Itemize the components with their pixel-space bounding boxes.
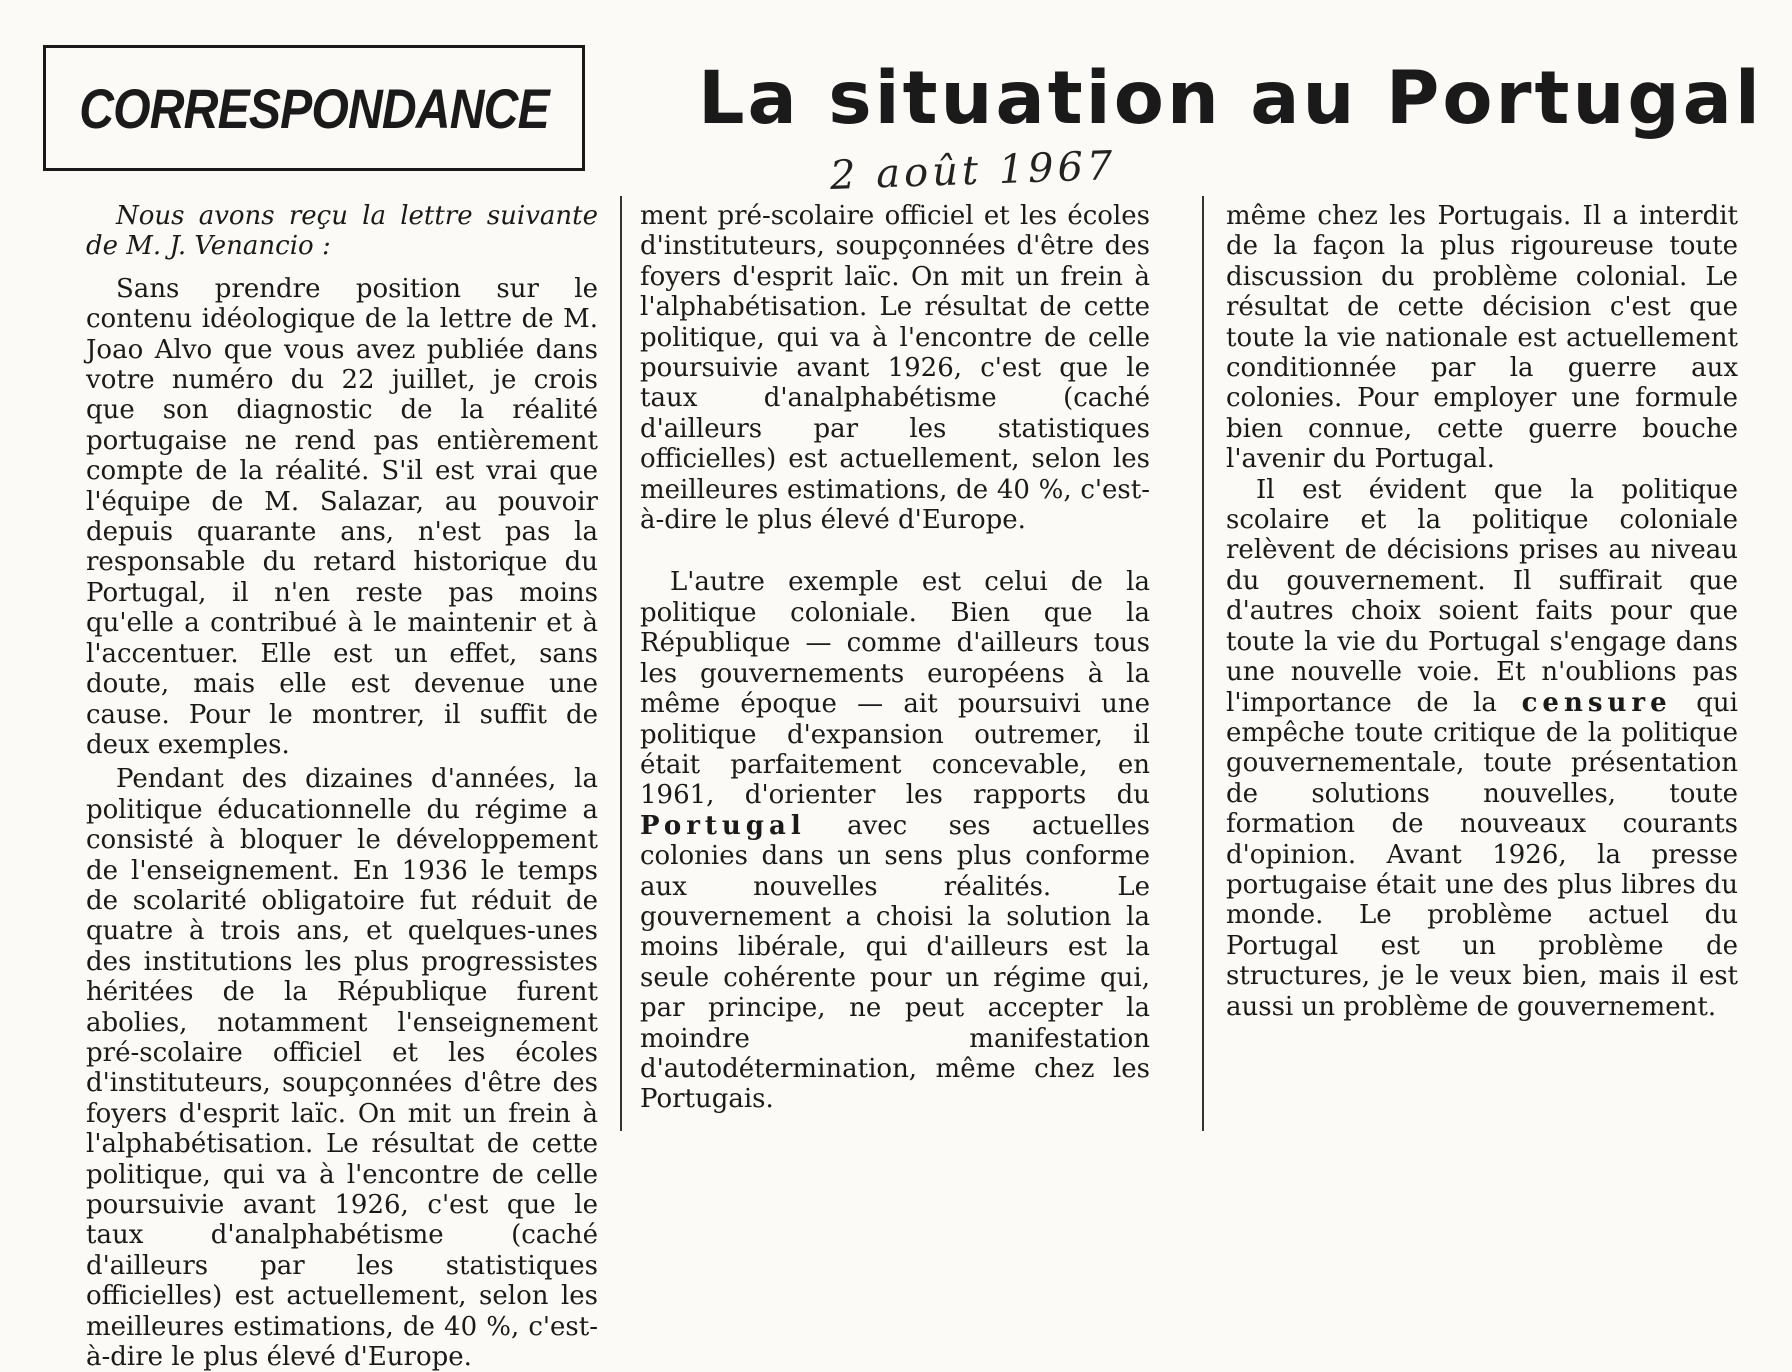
paragraph-3-part-a: L'autre exemple est celui de la politique coloniale. Bien que la République — comme d'ailleurs tous les gouvernements européens à la même époque — ait poursuivi une politique d'expansion outremer, il était parfaitement concevable, en 1961, d'orienter les rapports du	[640, 567, 1150, 811]
spaced-word-censure: censure	[1521, 687, 1672, 718]
paragraph-4-part-a: Il est évident que la politique scolaire et la politique coloniale relèvent de décisions prises au niveau du gouvernement. Il suffirait que d'autres choix soient faits pour que toute la vie du Portugal s'engage dans une nouvelle voie. Et n'oublions pas l'importance de la	[1226, 474, 1738, 718]
paragraph-3	[640, 567, 1150, 1114]
spaced-word-portugal: Portugal	[640, 810, 806, 841]
rubric-title: CORRESPONDANCE	[79, 76, 549, 140]
article-headline: La situation au Portugal	[698, 56, 1763, 141]
handwritten-date: 2 août 1967	[829, 143, 1118, 199]
column-rule-1	[620, 196, 622, 1131]
paragraph-4-part-b: qui empêche toute critique de la politique gouvernementale, toute présentation de solutions nouvelles, toute formation de nouveaux courants d'opinion. Avant 1926, la presse portugaise était une des plus libres du monde. Le problème actuel du Portugal est un problème de structures, je le veux bien, mais il est aussi un problème de gouvernement.	[1226, 687, 1738, 1022]
article-column-2	[640, 201, 1150, 1131]
column-rule-2	[1202, 196, 1204, 1131]
intro-text: Nous avons reçu la lettre suivante de M. J. Venancio :	[86, 201, 598, 262]
paragraph-2-continued: ment pré-scolaire officiel et les écoles d'instituteurs, soupçonnées d'être des foyers d'esprit laïc. On mit un frein à l'alphabétisation. Le résultat de cette politique, qui va à l'encontre de celle poursuivie avant 1926, c'est que le taux d'analphabétisme (caché d'ailleurs par les statistiques officielles) est actuellement, selon les meilleures estimations, de 40 %, c'est-à-dire le plus élevé d'Europe.	[640, 201, 1150, 536]
paragraph-1: Sans prendre position sur le contenu idéologique de la lettre de M. Joao Alvo que vous avez publiée dans votre numéro du 22 juillet, je crois que son diagnostic de la réalité portugaise ne rend pas entièrement compte de la réalité. S'il est vrai que l'équipe de M. Salazar, au pouvoir depuis quarante ans, n'est pas la responsable du retard historique du Portugal, il n'en reste pas moins qu'elle a contribué à le maintenir et à l'accentuer. Elle est un effet, sans doute, mais elle est devenue une cause. Pour le montrer, il suffit de deux exemples.	[86, 273, 598, 760]
paragraph-4	[1226, 475, 1738, 1022]
rubric-box	[43, 45, 585, 171]
paragraph-2: Pendant des dizaines d'années, la politique éducationnelle du régime a consisté à bloquer le développement de l'enseignement. En 1936 le temps de scolarité obligatoire fut réduit de quatre à trois ans, et quelques-unes des institutions les plus progressistes héritées de la République furent abolies, notamment l'enseignement pré-scolaire officiel et les écoles d'instituteurs, soupçonnées d'être des foyers d'esprit laïc. On mit un frein à l'alphabétisation. Le résultat de cette politique, qui va à l'encontre de celle poursuivie avant 1926, c'est que le taux d'analphabétisme (caché d'ailleurs par les statistiques officielles) est actuellement, selon les meilleures estimations, de 40 %, c'est-à-dire le plus élevé d'Europe.	[86, 764, 598, 1372]
paragraph-3-continued: même chez les Portugais. Il a interdit de la façon la plus rigoureuse toute discussion du problème colonial. Le résultat de cette décision c'est que toute la vie nationale est actuellement conditionnée par la guerre aux colonies. Pour employer une formule bien connue, cette guerre bouche l'avenir du Portugal.	[1226, 201, 1738, 475]
paragraph-3-part-b: avec ses actuelles colonies dans un sens plus conforme aux nouvelles réalités. Le gouvernement a choisi la solution la moins libérale, qui d'ailleurs est la seule cohérente pour un régime qui, par principe, ne peut accepter la moindre manifestation d'autodétermination, même chez les Portugais.	[640, 810, 1150, 1115]
article-column-1	[86, 201, 598, 1372]
article-column-3	[1226, 201, 1738, 1131]
